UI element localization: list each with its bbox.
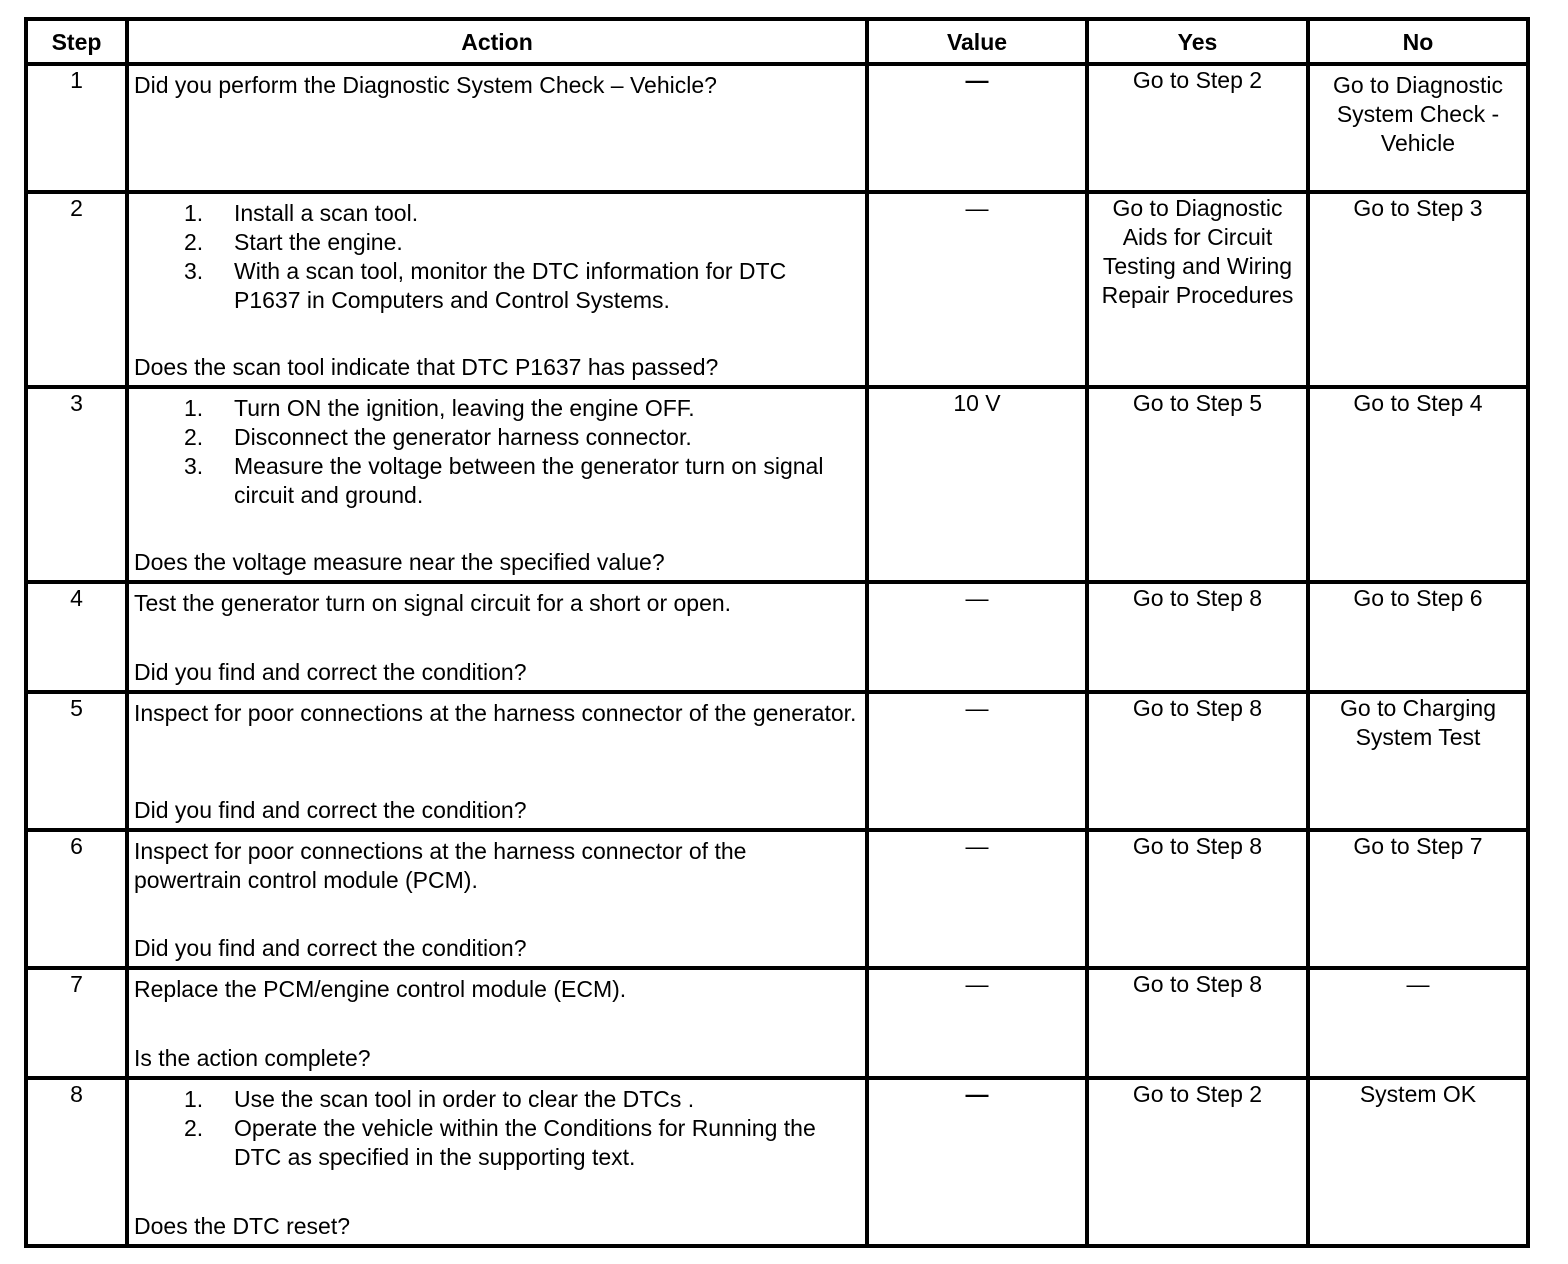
list-item-number: 1. [184,395,204,421]
list-item-number: 2. [184,424,204,450]
action-steps-list [134,394,857,510]
action-cell [127,387,867,582]
list-item [134,228,857,257]
yes-cell: Go to Diagnostic Aids for Circuit Testing and Wiring Repair Procedures [1087,192,1308,387]
list-item [134,199,857,228]
list-item-text: Start the engine. [234,229,403,255]
step-number: 8 [26,1078,127,1246]
step-number: 6 [26,830,127,968]
value-cell: — [867,830,1087,968]
list-item-text: Disconnect the generator harness connector. [234,424,692,450]
table-row [26,582,1528,692]
no-cell: Go to Diagnostic System Check - Vehicle [1308,64,1528,192]
list-item-text: Use the scan tool in order to clear the DTCs . [234,1086,695,1112]
yes-cell: Go to Step 8 [1087,968,1308,1078]
no-cell: Go to Step 7 [1308,830,1528,968]
no-cell: — [1308,968,1528,1078]
yes-cell: Go to Step 8 [1087,830,1308,968]
action-question: Does the scan tool indicate that DTC P1637 has passed? [134,354,719,380]
list-item-text: Turn ON the ignition, leaving the engine OFF. [234,395,695,421]
list-item-text: With a scan tool, monitor the DTC information for DTC P1637 in Computers and Control Systems. [234,258,787,313]
action-cell [127,582,867,692]
header-no: No [1308,19,1528,64]
action-steps-list [134,199,857,315]
action-cell [127,64,867,192]
action-text: Did you perform the Diagnostic System Check – Vehicle? [134,72,717,98]
list-item-number: 1. [184,200,204,226]
table-row [26,192,1528,387]
table-header-row [26,19,1528,64]
action-text: Inspect for poor connections at the harness connector of the generator. [134,700,857,726]
action-question: Did you find and correct the condition? [134,659,527,685]
step-number: 2 [26,192,127,387]
diagnostic-table [24,17,1530,1248]
list-item [134,423,857,452]
list-item-number: 1. [184,1086,204,1112]
action-question: Does the voltage measure near the specified value? [134,549,665,575]
list-item [134,257,857,315]
action-text: Test the generator turn on signal circuit for a short or open. [134,590,732,616]
action-text: Inspect for poor connections at the harness connector of the powertrain control module (PCM). [134,838,747,893]
header-yes: Yes [1087,19,1308,64]
step-number: 5 [26,692,127,830]
list-item-text: Measure the voltage between the generator turn on signal circuit and ground. [234,453,824,508]
table-row [26,968,1528,1078]
table-row [26,387,1528,582]
value-cell: — [867,1078,1087,1246]
value-cell: — [867,64,1087,192]
yes-cell: Go to Step 2 [1087,1078,1308,1246]
list-item-text: Operate the vehicle within the Conditions for Running the DTC as specified in the supporting text. [234,1115,816,1170]
header-action: Action [127,19,867,64]
value-cell: — [867,692,1087,830]
action-question: Does the DTC reset? [134,1213,351,1239]
action-text: Replace the PCM/engine control module (ECM). [134,976,627,1002]
no-cell: Go to Step 4 [1308,387,1528,582]
no-cell: Go to Step 3 [1308,192,1528,387]
action-cell [127,830,867,968]
no-cell: System OK [1308,1078,1528,1246]
header-value: Value [867,19,1087,64]
action-question: Is the action complete? [134,1045,371,1071]
value-cell: — [867,968,1087,1078]
list-item-number: 2. [184,1115,204,1141]
yes-cell: Go to Step 8 [1087,582,1308,692]
value-cell: — [867,192,1087,387]
action-question: Did you find and correct the condition? [134,935,527,961]
action-steps-list [134,1085,857,1172]
list-item-number: 3. [184,453,204,479]
step-number: 1 [26,64,127,192]
value-cell: 10 V [867,387,1087,582]
table-row [26,1078,1528,1246]
table-row [26,692,1528,830]
list-item [134,452,857,510]
no-cell: Go to Charging System Test [1308,692,1528,830]
yes-cell: Go to Step 5 [1087,387,1308,582]
step-number: 7 [26,968,127,1078]
value-cell: — [867,582,1087,692]
list-item [134,394,857,423]
header-step: Step [26,19,127,64]
list-item-text: Install a scan tool. [234,200,419,226]
list-item-number: 3. [184,258,204,284]
step-number: 3 [26,387,127,582]
table-row [26,830,1528,968]
action-cell [127,192,867,387]
action-cell [127,692,867,830]
step-number: 4 [26,582,127,692]
list-item [134,1085,857,1114]
no-cell: Go to Step 6 [1308,582,1528,692]
yes-cell: Go to Step 2 [1087,64,1308,192]
table-row [26,64,1528,192]
list-item [134,1114,857,1172]
action-cell [127,1078,867,1246]
yes-cell: Go to Step 8 [1087,692,1308,830]
action-cell [127,968,867,1078]
list-item-number: 2. [184,229,204,255]
action-question: Did you find and correct the condition? [134,797,527,823]
